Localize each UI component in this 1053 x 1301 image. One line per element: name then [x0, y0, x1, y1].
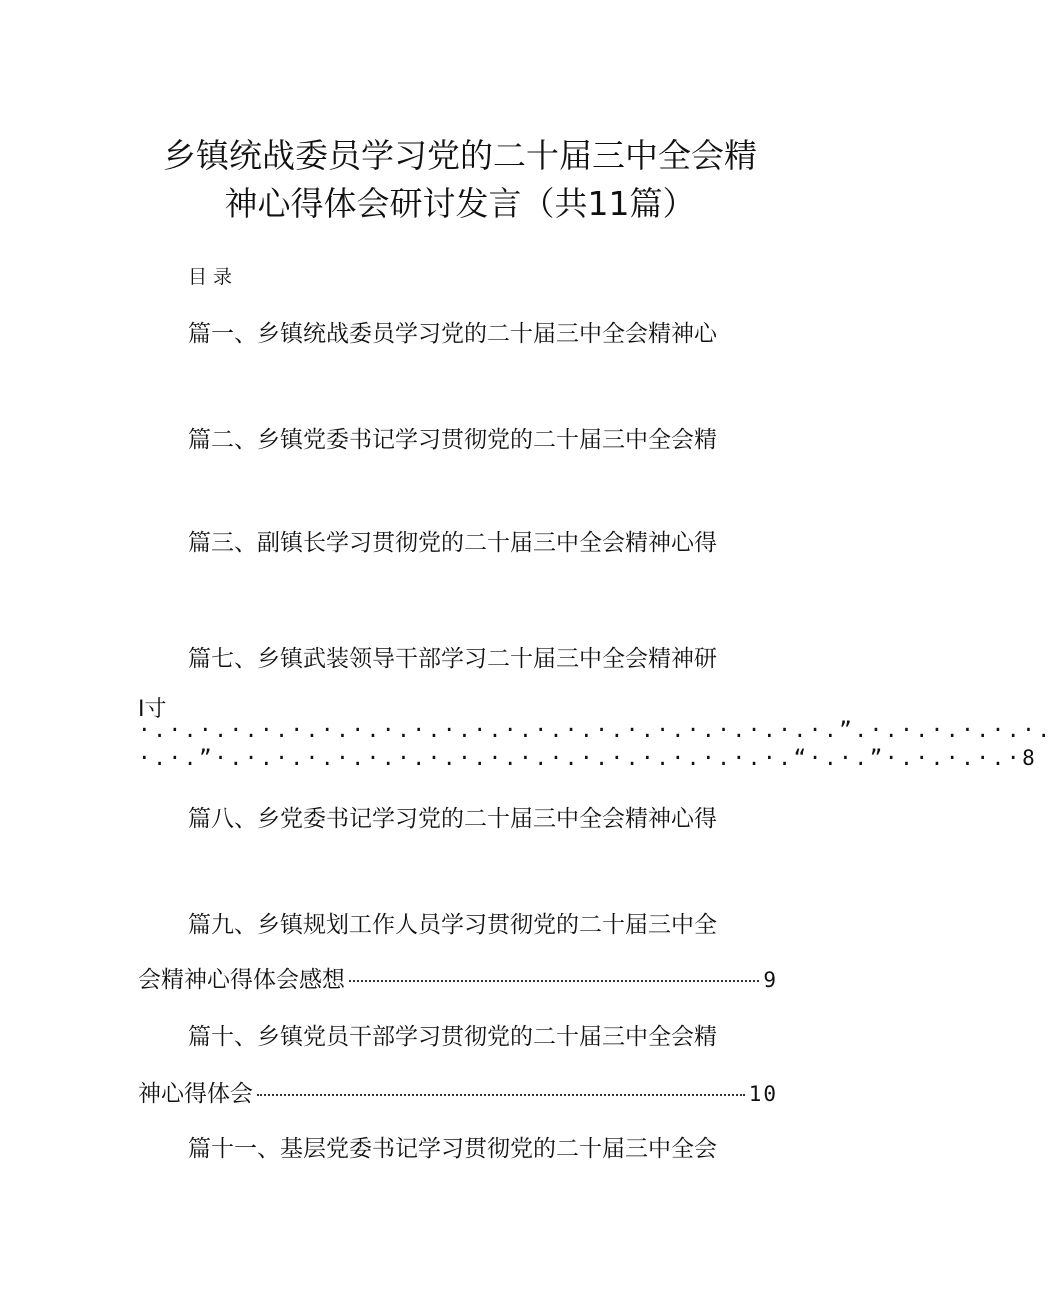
toc-entry-1[interactable]: 篇一、乡镇统战委员学习党的二十届三中全会精神心 [188, 321, 717, 347]
toc-heading: 目录 [188, 266, 239, 288]
toc-entry-11[interactable]: 篇十一、基层党委书记学习贯彻党的二十届三中全会 [188, 1136, 717, 1162]
title-line-2: 神心得体会研讨发言（共11篇） [224, 184, 696, 223]
toc-entry-7-leader-line-2: ·.·.”·.·.·.·.·.·.·.·.·.·.·.·.·.·.·.·.·.·.·.“·.·.”·.·.·.·.·8 [138, 746, 1038, 770]
toc-entry-10-page-number: 10 [748, 1082, 778, 1106]
dot-leader [257, 1094, 745, 1096]
toc-entry-3[interactable]: 篇三、副镇长学习贯彻党的二十届三中全会精神心得 [188, 530, 717, 556]
toc-entry-8[interactable]: 篇八、乡党委书记学习党的二十届三中全会精神心得 [188, 806, 717, 832]
toc-entry-7-leader-line-1: ·.·.·.·.·.·.·.·.·.·.·.·.·.·.·.·.·.·.·.·.·.·.·.”.·.·.·.·.·.·. [138, 718, 1053, 742]
toc-entry-10-continuation: 神心得体会 [138, 1081, 253, 1107]
toc-entry-10[interactable]: 篇十、乡镇党员干部学习贯彻党的二十届三中全会精 [188, 1024, 717, 1050]
toc-entry-7[interactable]: 篇七、乡镇武装领导干部学习二十届三中全会精神研 [188, 646, 717, 672]
toc-entry-10-leader-row [138, 1075, 778, 1108]
toc-entry-7-continuation: I寸 [138, 697, 167, 722]
toc-entry-9[interactable]: 篇九、乡镇规划工作人员学习贯彻党的二十届三中全 [188, 912, 717, 938]
toc-entry-9-page-number: 9 [763, 968, 778, 992]
dot-leader [349, 980, 759, 982]
toc-entry-2[interactable]: 篇二、乡镇党委书记学习贯彻党的二十届三中全会精 [188, 427, 717, 453]
toc-entry-9-leader-row [138, 961, 778, 994]
title-line-1: 乡镇统战委员学习党的二十届三中全会精 [163, 136, 757, 175]
toc-entry-9-continuation: 会精神心得体会感想 [138, 967, 345, 993]
